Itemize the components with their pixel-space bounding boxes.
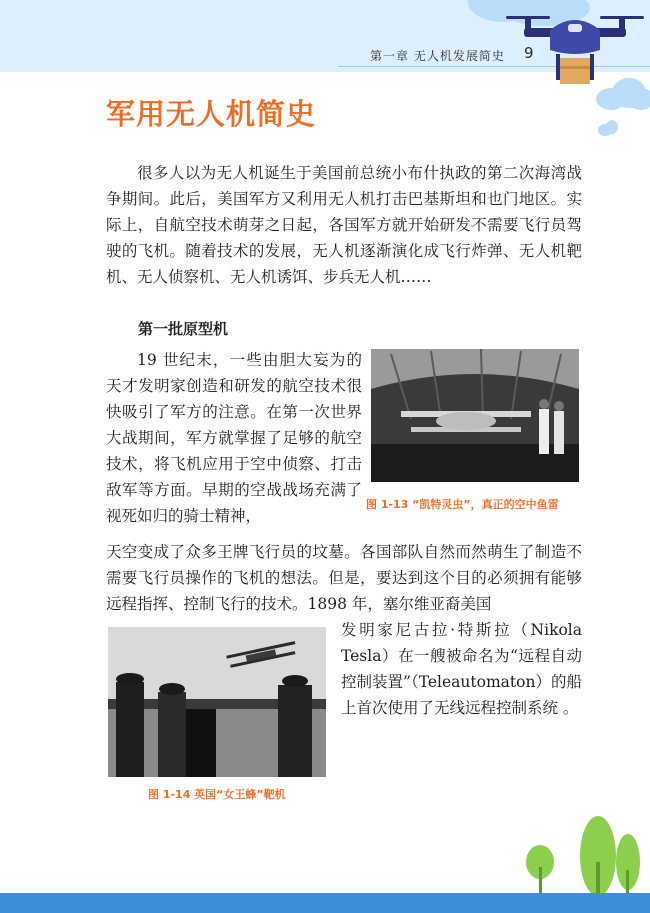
tree-decoration: [520, 812, 650, 894]
body-paragraph: 19 世纪末，一些由胆大妄为的天才发明家创造和研发的航空技术很快吸引了军方的注意。在第一次世界大战期间，军方就掌握了足够的航空技术，将飞机应用于空中侦察、打击敌军等方面。早期的空战战场充满了视死如归的骑士精神，: [106, 351, 362, 525]
body-paragraph-final: 发明家尼古拉·特斯拉（Nikola Tesla）在一艘被命名为“远程自动控制装置”（Teleautomaton）的船上首次使用了无线远程控制系统 。: [341, 621, 582, 717]
running-header: 第一章 无人机发展简史: [370, 49, 505, 63]
figure-1-13-caption: 图 1-13 “凯特灵虫”，真正的空中鱼雷: [366, 498, 559, 511]
drone-with-package-icon: [506, 4, 644, 88]
hangar-biplane-illustration: [371, 349, 579, 482]
section-heading: 第一批原型机: [138, 320, 229, 338]
footer-band: [0, 893, 650, 913]
figure-1-14-caption: 图 1-14 英国“女王蜂”靶机: [148, 788, 286, 801]
cloud-decoration: [628, 88, 650, 110]
body-paragraph-continued: 天空变成了众多王牌飞行员的坟墓。各国部队自然而然萌生了制造不需要飞行员操作的飞机的想法。但是，要达到这个目的必须拥有能够远程指挥、控制飞行的技术。1898 年，塞尔维亚裔美国: [106, 543, 582, 613]
cloud-decoration: [606, 120, 618, 134]
page-number: 9: [524, 44, 534, 62]
figure-1-14-photo: [108, 627, 326, 777]
intro-paragraph: 很多人以为无人机诞生于美国前总统小布什执政的第二次海湾战争期间。此后，美国军方又利用无人机打击巴基斯坦和也门地区。实际上，自航空技术萌芽之日起，各国军方就开始研发不需要飞行员驾驶的飞机。随着技术的发展，无人机逐渐演化成飞行炸弹、无人机靶机、无人侦察机、无人机诱饵、步兵无人机……: [106, 164, 582, 286]
figure-1-13-photo: [371, 349, 579, 482]
page-title: 军用无人机简史: [106, 97, 317, 131]
queen-bee-target-drone-illustration: [108, 627, 326, 777]
